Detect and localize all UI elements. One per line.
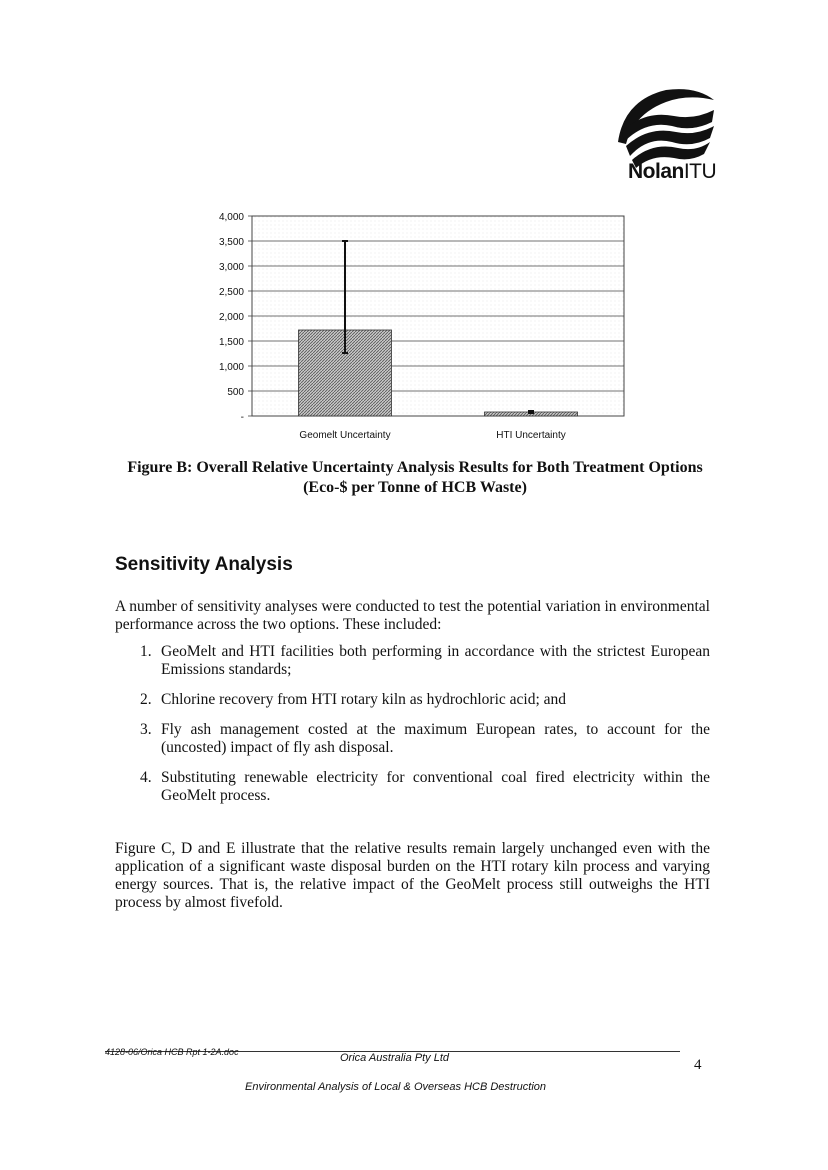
intro-paragraph: A number of sensitivity analyses were conducted to test the potential variation in environmental performance across the two options. These included:: [115, 598, 710, 633]
uncertainty-bar-chart: [190, 200, 640, 450]
sensitivity-list: [115, 643, 710, 805]
y-tick-label: -: [240, 412, 244, 423]
logo-wordmark: NolanITU: [628, 160, 717, 183]
list-item: 4. Substituting renewable electricity for conventional coal fired electricity within the GeoMelt process.: [140, 769, 710, 804]
figure-caption: [90, 458, 740, 498]
y-tick-label: 1,000: [218, 362, 244, 373]
section-heading: Sensitivity Analysis: [115, 554, 293, 575]
footer-company: Orica Australia Pty Ltd: [340, 1052, 450, 1064]
caption-line-1: Figure B: Overall Relative Uncertainty Analysis Results for Both Treatment Options: [127, 459, 703, 476]
list-item: 3. Fly ash management costed at the maximum European rates, to account for the (uncosted) impact of fly ash disposal.: [140, 721, 710, 756]
footer-doc-ref: 4128-06/Orica HCB Rpt 1-2A.doc: [105, 1047, 239, 1057]
x-category-label: HTI Uncertainty: [496, 430, 566, 441]
footer-report-title: Environmental Analysis of Local & Overseas HCB Destruction: [245, 1081, 546, 1093]
y-tick-label: 3,500: [218, 237, 244, 248]
y-tick-label: 2,500: [218, 287, 244, 298]
y-tick-label: 2,000: [218, 312, 244, 323]
y-tick-label: 500: [227, 387, 244, 398]
list-item: 2. Chlorine recovery from HTI rotary kiln as hydrochloric acid; and: [140, 691, 567, 708]
list-item: 1. GeoMelt and HTI facilities both performing in accordance with the strictest European Emissions standards;: [140, 643, 710, 678]
conclusion-paragraph: Figure C, D and E illustrate that the relative results remain largely unchanged even with the application of a significant waste disposal burden on the HTI rotary kiln process and varying energy sources. That is, the relative impact of the GeoMelt process still outweighs the HTI process by almost fivefold.: [115, 840, 710, 911]
y-tick-label: 1,500: [218, 337, 244, 348]
y-tick-label: 4,000: [218, 212, 244, 223]
x-category-label: Geomelt Uncertainty: [299, 430, 391, 441]
page-number: 4: [694, 1057, 702, 1073]
y-tick-label: 3,000: [218, 262, 244, 273]
caption-line-2: (Eco-$ per Tonne of HCB Waste): [303, 479, 527, 496]
